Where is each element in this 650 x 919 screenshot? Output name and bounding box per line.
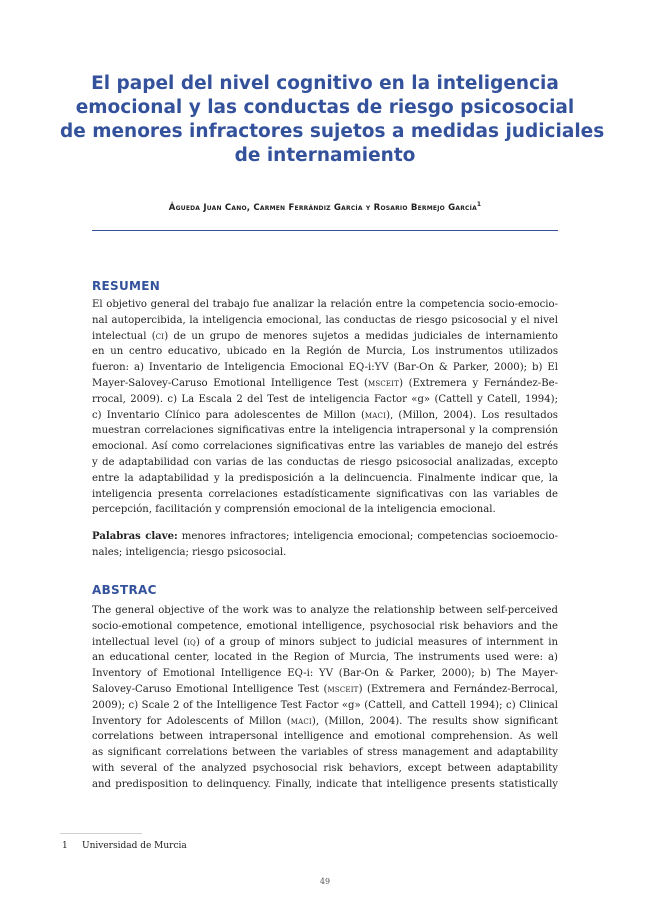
resumen-line: rrocal, 2009). c) La Escala 2 del Test de inteligencia Factor «g» (Cattell y Catell, 1994); — [92, 393, 558, 405]
resumen-line: nal autopercibida, la inteligencia emocional, las conductas de riesgo psicosocial y el nivel — [92, 314, 558, 326]
abstrac-heading: ABSTRAC — [92, 583, 157, 597]
abbreviation: maci — [364, 409, 387, 421]
abstrac-line: with several of the analyzed psychosocial risk behaviors, except between adaptability — [92, 762, 558, 774]
abstrac-line: The general objective of the work was to analyze the relationship between self-perceived — [92, 605, 558, 616]
abstrac-body — [92, 603, 558, 793]
abstrac-line: an educational center, located in the Region of Murcia, The instruments used were: a) — [92, 652, 558, 664]
footnote-text: Universidad de Murcia — [82, 841, 187, 851]
resumen-line: en un centro educativo, ubicado en la Región de Murcia, Los instrumentos utilizados — [92, 346, 558, 358]
abstrac-line: and predisposition to delinquency. Finally, indicate that intelligence presents statistically — [92, 778, 558, 790]
resumen-line: y de adaptabilidad con varias de las conductas de riesgo psicosocial analizadas, excepto — [92, 456, 558, 468]
abstrac-line: Inventory of Emotional Intelligence EQ-i: YV (Bar-On & Parker, 2000); b) The Mayer- — [92, 668, 558, 680]
resumen-line: c) Inventario Clínico para adolescentes de Millon (maci), (Millon, 2004). Los resultados — [92, 409, 558, 421]
resumen-line: El objetivo general del trabajo fue analizar la relación entre la competencia socio-emocio- — [92, 299, 558, 310]
abbreviation: maci — [290, 715, 312, 727]
title-line: El papel del nivel cognitivo en la inteligencia — [91, 73, 559, 94]
title-line: de internamiento — [234, 145, 416, 166]
abstrac-line: intellectual level (iq) of a group of minors subject to judicial measures of internment in — [92, 636, 558, 648]
resumen-body — [92, 297, 558, 518]
title-line: de menores infractores sujetos a medidas judiciales — [60, 121, 605, 142]
author-names: Águeda Juan Cano, Carmen Ferrándiz García y Rosario Bermejo García — [168, 203, 477, 213]
resumen-heading: RESUMEN — [92, 279, 161, 293]
keywords-label: Palabras clave: — [92, 531, 178, 542]
abbreviation: iq — [187, 636, 196, 648]
resumen-line: muestran correlaciones significativas entre la inteligencia intrapersonal y la comprensión — [92, 425, 558, 437]
paper-title — [60, 72, 605, 168]
page-number: 49 — [319, 877, 331, 886]
abstrac-line: as significant correlations between the variables of stress management and adaptability — [92, 747, 558, 759]
resumen-line: Mayer-Salovey-Caruso Emotional Intelligence Test (msceit) (Extremera y Fernández-Be- — [92, 377, 558, 389]
keywords-text: menores infractores; inteligencia emocional; competencias socioemocio- — [177, 531, 558, 542]
abstrac-line: 2009); c) Scale 2 of the Intelligence Test Factor «g» (Cattell, and Cattell 1994); c) Clinical — [92, 699, 558, 711]
resumen-line: entre la adaptabilidad y la predisposición a la delincuencia. Finalmente indicar que, la — [92, 472, 558, 484]
abstrac-line: Salovey-Caruso Emotional Intelligence Test (msceit) (Extremera and Fernández-Berrocal, — [92, 683, 558, 695]
footnote-divider — [60, 833, 142, 834]
footnote — [62, 841, 187, 851]
abstrac-line: socio-emotional competence, emotional intelligence, psychosocial risk behaviors and the — [92, 620, 558, 632]
keywords — [92, 529, 558, 561]
abstrac-line: correlations between intrapersonal intelligence and emotional comprehension. As well — [92, 731, 558, 743]
resumen-line: fueron: a) Inventario de Inteligencia Emocional EQ-i:YV (Bar-On & Parker, 2000); b) El — [92, 362, 558, 374]
author-footnote-mark: 1 — [476, 201, 482, 208]
resumen-line: inteligencia presenta correlaciones estadísticamente significativas con las variables de — [92, 488, 558, 500]
resumen-line: percepción, facilitación y comprensión emocional de la inteligencia emocional. — [92, 504, 496, 516]
keywords-line: nales; inteligencia; riesgo psicosocial. — [92, 546, 287, 558]
resumen-line: intelectual (ci) de un grupo de menores sujetos a medidas judiciales de internamiento — [92, 330, 558, 342]
resumen-line: emocional. Así como correlaciones significativas entre las variables de manejo del estrés — [92, 441, 558, 453]
title-line: emocional y las conductas de riesgo psicosocial — [75, 97, 575, 118]
abbreviation: msceit — [368, 377, 400, 389]
abbreviation: ci — [155, 330, 165, 342]
authors — [60, 203, 590, 213]
abbreviation: msceit — [327, 683, 359, 695]
title-divider — [92, 230, 558, 231]
abstrac-line: Inventory for Adolescents of Millon (maci), (Millon, 2004). The results show significant — [92, 715, 558, 727]
keywords-line — [92, 529, 558, 545]
footnote-number: 1 — [62, 841, 68, 851]
